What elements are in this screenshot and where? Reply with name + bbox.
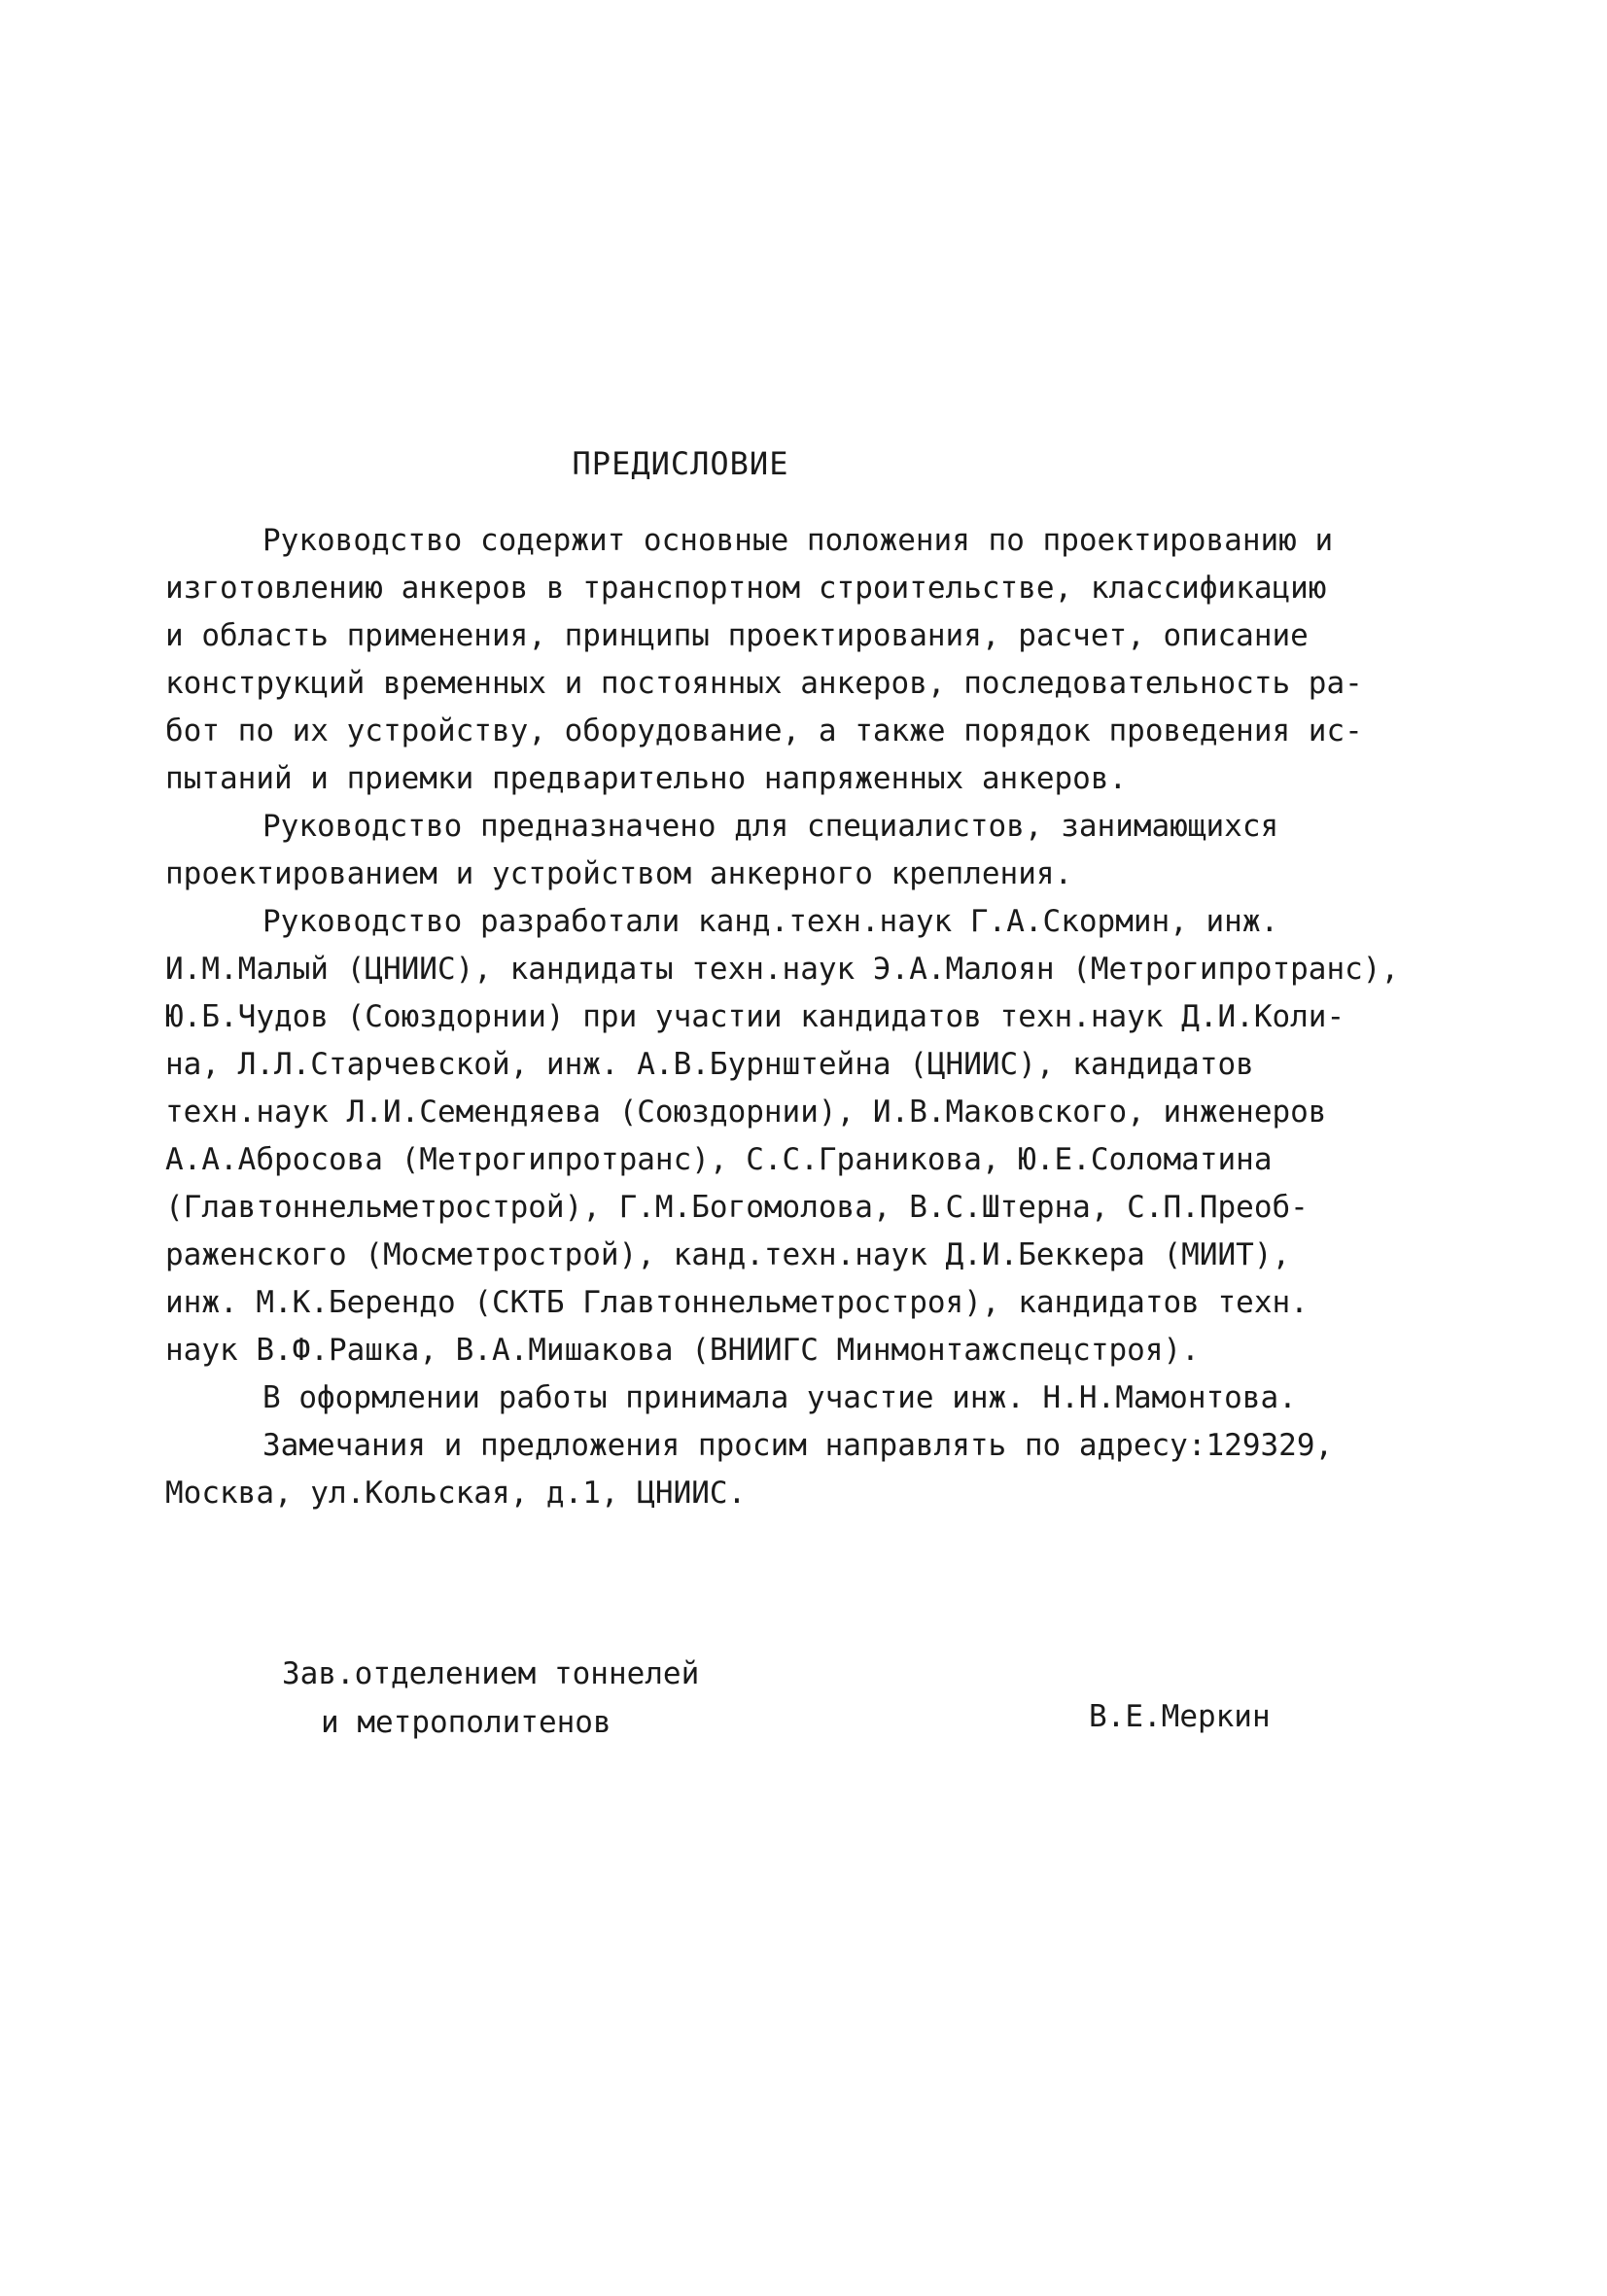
text-line: изготовлению анкеров в транспортном строительстве, классификацию (165, 571, 1327, 606)
text-line: и область применения, принципы проектирования, расчет, описание (165, 618, 1309, 653)
text-line: конструкций временных и постоянных анкеров, последовательность ра- (165, 666, 1363, 701)
text-line: В оформлении работы принимала участие инж. Н.Н.Мамонтова. (262, 1380, 1297, 1415)
text-line: И.М.Малый (ЦНИИС), кандидаты техн.наук Э.А.Малоян (Метрогипротранс), (165, 952, 1400, 987)
text-line: Замечания и предложения просим направлять по адресу:129329, (262, 1428, 1334, 1463)
text-line: раженского (Мосметрострой), канд.техн.наук Д.И.Беккера (МИИТ), (165, 1237, 1291, 1272)
text-line: техн.наук Л.И.Семендяева (Союздорнии), И.В.Маковского, инженеров (165, 1095, 1327, 1130)
text-line: Москва, ул.Кольская, д.1, ЦНИИС. (165, 1476, 747, 1511)
preface-body (165, 517, 1468, 1517)
text-line: (Главтоннельметрострой), Г.М.Богомолова, В.С.Штерна, С.П.Преоб- (165, 1190, 1309, 1225)
signer-position-line1: Зав.отделением тоннелей (282, 1656, 700, 1691)
text-line: на, Л.Л.Старчевской, инж. А.В.Бурнштейна (ЦНИИС), кандидатов (165, 1047, 1254, 1082)
text-line: проектированием и устройством анкерного крепления. (165, 856, 1073, 891)
signer-name: В.Е.Меркин (1089, 1699, 1271, 1734)
text-line: инж. М.К.Берендо (СКТБ Главтоннельметростроя), кандидатов техн. (165, 1285, 1309, 1320)
text-line: Ю.Б.Чудов (Союздорнии) при участии кандидатов техн.наук Д.И.Коли- (165, 999, 1345, 1034)
text-line: Руководство предназначено для специалистов, занимающихся (262, 809, 1279, 844)
text-line: Руководство содержит основные положения по проектированию и (262, 523, 1334, 558)
text-line: наук В.Ф.Рашка, В.А.Мишакова (ВНИИГС Минмонтажспецстроя). (165, 1333, 1200, 1368)
text-line: А.А.Абросова (Метрогипротранс), С.С.Граникова, Ю.Е.Соломатина (165, 1142, 1273, 1177)
text-line: пытаний и приемки предварительно напряженных анкеров. (165, 761, 1128, 796)
text-line: бот по их устройству, оборудование, а также порядок проведения ис- (165, 713, 1363, 748)
text-line: Руководство разработали канд.техн.наук Г.А.Скормин, инж. (262, 904, 1279, 939)
signer-position-line2: и метрополитенов (321, 1705, 611, 1740)
page-title: ПРЕДИСЛОВИЕ (572, 445, 789, 482)
